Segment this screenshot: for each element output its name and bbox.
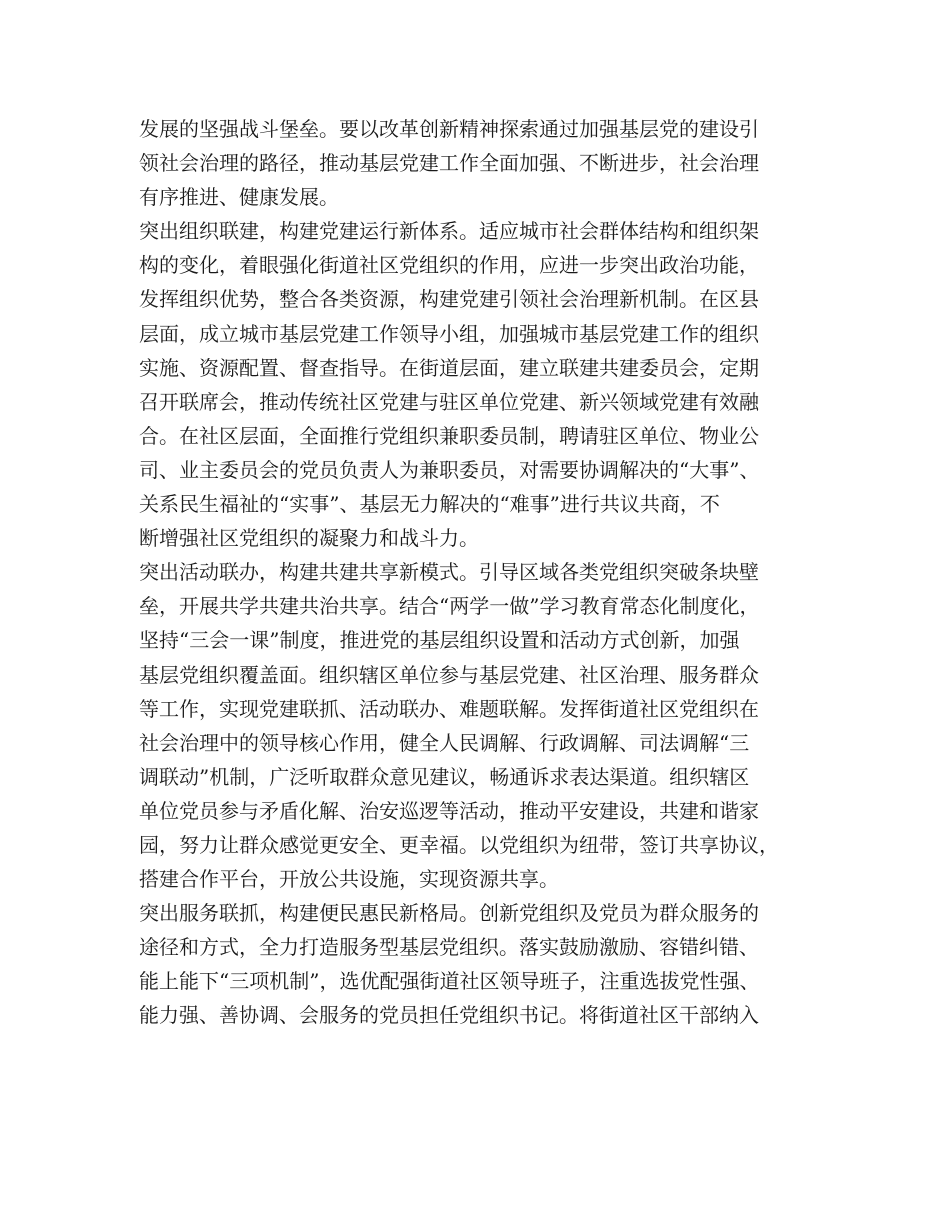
text-line: 能上能下“三项机制”，选优配强街道社区领导班子，注重选拔党性强、 — [139, 969, 760, 994]
text-line: 社会治理中的领导核心作用，健全人民调解、行政调解、司法调解“三 — [139, 730, 750, 755]
paragraph-intro — [139, 112, 819, 214]
text-line: 发展的坚强战斗堡垒。要以改革创新精神探索通过加强基层党的建设引 — [139, 117, 759, 141]
text-line: 园，努力让群众感觉更安全、更幸福。以党组织为纽带，签订共享协议， — [139, 832, 779, 857]
text-line: 等工作，实现党建联抓、活动联办、难题联解。发挥街道社区党组织在 — [139, 696, 759, 721]
text-line: 搭建合作平台，开放公共设施，实现资源共享。 — [139, 867, 559, 892]
text-line: 途径和方式，全力打造服务型基层党组织。落实鼓励激励、容错纠错、 — [139, 935, 759, 960]
text-line: 层面，成立城市基层党建工作领导小组，加强城市基层党建工作的组织 — [139, 321, 759, 346]
text-line: 构的变化，着眼强化街道社区党组织的作用，应进一步突出政治功能， — [139, 253, 759, 278]
text-line: 有序推进、健康发展。 — [139, 185, 339, 210]
text-line: 垒，开展共学共建共治共享。结合“两学一做”学习教育常态化制度化， — [139, 594, 760, 619]
paragraph-services — [139, 896, 819, 1032]
text-line: 单位党员参与矛盾化解、治安巡逻等活动，推动平安建设，共建和谐家 — [139, 798, 759, 823]
text-line: 调联动”机制，广泛听取群众意见建议，畅通诉求表达渠道。组织辖区 — [139, 764, 750, 789]
text-line: 召开联席会，推动传统社区党建与驻区单位党建、新兴领域党建有效融 — [139, 389, 759, 414]
document-body — [139, 112, 819, 1033]
text-line: 能力强、善协调、会服务的党员担任党组织书记。将街道社区干部纳入 — [139, 1003, 759, 1028]
text-line: 合。在社区层面，全面推行党组织兼职委员制，聘请驻区单位、物业公 — [139, 423, 759, 448]
text-line: 关系民生福祉的“实事”、基层无力解决的“难事”进行共议共商，不 — [139, 492, 720, 517]
text-line: 领社会治理的路径，推动基层党建工作全面加强、不断进步，社会治理 — [139, 151, 759, 176]
text-line: 司、业主委员会的党员负责人为兼职委员，对需要协调解决的“大事”、 — [139, 457, 760, 482]
paragraph-activities — [139, 555, 819, 896]
text-line: 坚持“三会一课”制度，推进党的基层组织设置和活动方式创新，加强 — [139, 628, 740, 653]
text-line: 突出活动联办，构建共建共享新模式。引导区域各类党组织突破条块壁 — [139, 560, 759, 585]
text-line: 实施、资源配置、督查指导。在街道层面，建立联建共建委员会，定期 — [139, 355, 759, 380]
text-line: 基层党组织覆盖面。组织辖区单位参与基层党建、社区治理、服务群众 — [139, 662, 759, 687]
text-line: 突出服务联抓，构建便民惠民新格局。创新党组织及党员为群众服务的 — [139, 901, 759, 926]
text-line: 发挥组织优势，整合各类资源，构建党建引领社会治理新机制。在区县 — [139, 287, 759, 312]
text-line: 断增强社区党组织的凝聚力和战斗力。 — [139, 526, 479, 551]
paragraph-organization — [139, 214, 819, 555]
text-line: 突出组织联建，构建党建运行新体系。适应城市社会群体结构和组织架 — [139, 219, 759, 244]
